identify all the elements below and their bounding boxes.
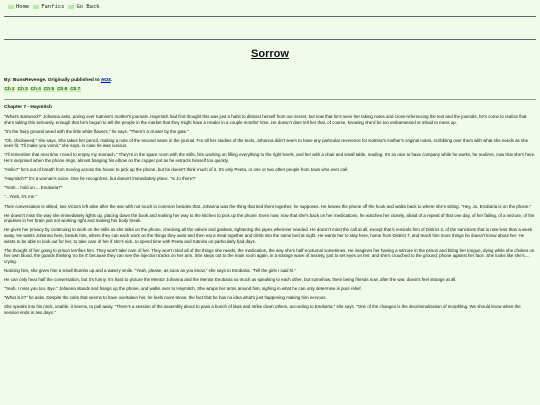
- paragraph: Noticing him, she gives him a small thumbs up and a watery smile. "Yeah, please, as soon as you know," she says to Enobaria. "Tell the girls I said hi.": [4, 267, 296, 273]
- paragraph: "I'll remember that next time I need to empty my stomach." They're in the spare room with the stills, him working on filling everything to the right levels, and her with a chair and small table, reading. It's so nice to have company while he works, he realizes, now that she's here. He's surprised when the phone rings, almost banging his elbow on the copper pot as he extracts himself too quickly.: [4, 152, 536, 164]
- paragraph: The thought of her going to prison terrifies him. They won't take care of her. They won't mind all of the things she needs, the medication, the way she's half-nocturnal sometimes. He imagines her having a seizure in the prison and biting her tongue, dying while she chokes on her own blood, the guards thinking 'so be it' because they can see the injection tracks on her arm. She steps out to the main room again, in a strange wave of anxiety, just to set eyes on her, and she's crouched to the ground, phone against her face. She looks like she's.... crying.: [4, 247, 535, 264]
- paragraph: "Hello?" he's out of breath from moving across the house to pick up the phone, but he doesn't think much of it. It's only Peeta, or one or two other people from town who ever call.: [4, 167, 349, 173]
- paragraph: He doesn't miss the way she immediately lights up, placing down the book and making her way to the kitchen to pick up the phone. Even now, now that she's back on her medications, he watches her closely, afraid of a repeat of that one day, of her failing, of a seizure, of the impulses in her brain just not working right and making her body break.: [4, 212, 535, 224]
- top-nav: [8, 4, 100, 10]
- paragraph: "...Yeah, it's me.": [4, 194, 37, 200]
- header-divider: [4, 39, 536, 40]
- nav-square-icon: [8, 5, 14, 9]
- paragraph: "What's starwood?" Johanna asks, poring over Katniss's mother's journals. Haymitch had first thought this was just a habit to distract herself from our secret, but now that he's seen her taking notes and cross-referencing the text and the journals, he's come to realize that she's taking this seriously, enough that he's begun to tell the people in the market that they might have a Healer in a couple months' time. He doesn't dare tell her that, of course, knowing she'd be too embarrassed or afraid to mess up.: [4, 114, 527, 125]
- paragraph: "Haymitch?" It's a woman's voice. One he recognizes, but doesn't immediately place. "Is Jo there?": [4, 176, 197, 182]
- nav-square-icon: [68, 5, 74, 9]
- chapter-links: [4, 87, 536, 92]
- chapter-link-6[interactable]: Ch 6: [57, 87, 68, 92]
- nav-home-link[interactable]: Home: [8, 4, 29, 10]
- nav-fanfics-link[interactable]: Fanfics: [33, 4, 64, 10]
- nav-square-icon: [33, 5, 39, 9]
- chapter-link-2[interactable]: Ch 2: [4, 87, 15, 92]
- chapter-title: Chapter 7 - Haymitch: [4, 105, 52, 110]
- paragraph: "It's the hairy ground weed with the little white flowers," he says. "There's a cluster by the gate.": [4, 128, 189, 134]
- paragraph: "Yeah, I miss you too. Bye." Johanna stands and hangs up the phone, and walks over to Haymitch. She wraps her arms around him, sighing in what he can only determine is pure relief.: [4, 286, 362, 292]
- paragraph: Their conversation is stilted, two Victors left alive after the war with not much in common besides that. Johanna was the thing that tied them together, he supposes. He leaves the phone off the hook and walks back to where she's sitting. "Hey, Jo. Enobaria is on the phone.": [4, 203, 532, 209]
- nav-go-back-link[interactable]: Go Back: [68, 4, 99, 10]
- chapter-divider: [4, 99, 536, 100]
- chapter-link-3[interactable]: Ch 3: [17, 87, 28, 92]
- byline: By: BunsRevenge. Originally published to AO3.: [4, 78, 113, 83]
- ao3-link[interactable]: AO3: [100, 78, 111, 83]
- page-title: Sorrow: [251, 48, 289, 60]
- chapter-link-4[interactable]: Ch 4: [30, 87, 41, 92]
- paragraph: "What is it?" he asks. Despite the calm that seems to have overtaken her, he feels more tense, the fact that he has no idea what's just happening making him nervous.: [4, 295, 327, 301]
- paragraph: "Yeah... hold on.... Enobaria?": [4, 185, 63, 191]
- top-divider: [4, 16, 536, 17]
- paragraph: She speaks into his neck, unable, it seems, to pull away. "There's a session of the assembly about to pass a bunch of laws and strike down others, according to Enobaria," she says. "One of the changes is the decriminalization of morphling. We should know when the session ends in two days.": [4, 304, 521, 315]
- chapter-link-7[interactable]: Ch 7: [70, 87, 81, 92]
- paragraph: He gives her privacy by continuing to work on the stills as she talks on the phone, checking all the valves and gaskets, tightening the pipes wherever needed. He doesn't mind the call at all, except that it reminds him of District 2, of the sanctions that is now less than a week away. He wants Johanna here, beside him, where they can each work on the things they want and then eat a meal together and climb into the same bed at night. He wants her to stay here, home from District 7, and teach him more things he doesn't know about her. He wants to be able to look out for her, to take care of her if she's sick, to spend time with Peeta and Katniss on particularly bad days.: [4, 227, 533, 244]
- chapter-link-5[interactable]: Ch 5: [43, 87, 55, 92]
- paragraph: He can only hear half the conversation, but it's funny. It's hard to picture the Mentor Johanna and the Mentor Enobaria so much as speaking to each other, but somehow, them being friends now, after the war, doesn't feel strange at all.: [4, 276, 457, 282]
- story-content: [4, 78, 536, 319]
- paragraph: "Oh, chickweed," she says. She takes her pencil, making a note of the second name in the journal. For all her studies of the texts, Johanna didn't seem to have any particular reverence for Katniss's mother's original notes, scribbling over them with what she needs as she sees fit. "I'll make you vomit," she says, in case he was curious.: [4, 137, 529, 149]
